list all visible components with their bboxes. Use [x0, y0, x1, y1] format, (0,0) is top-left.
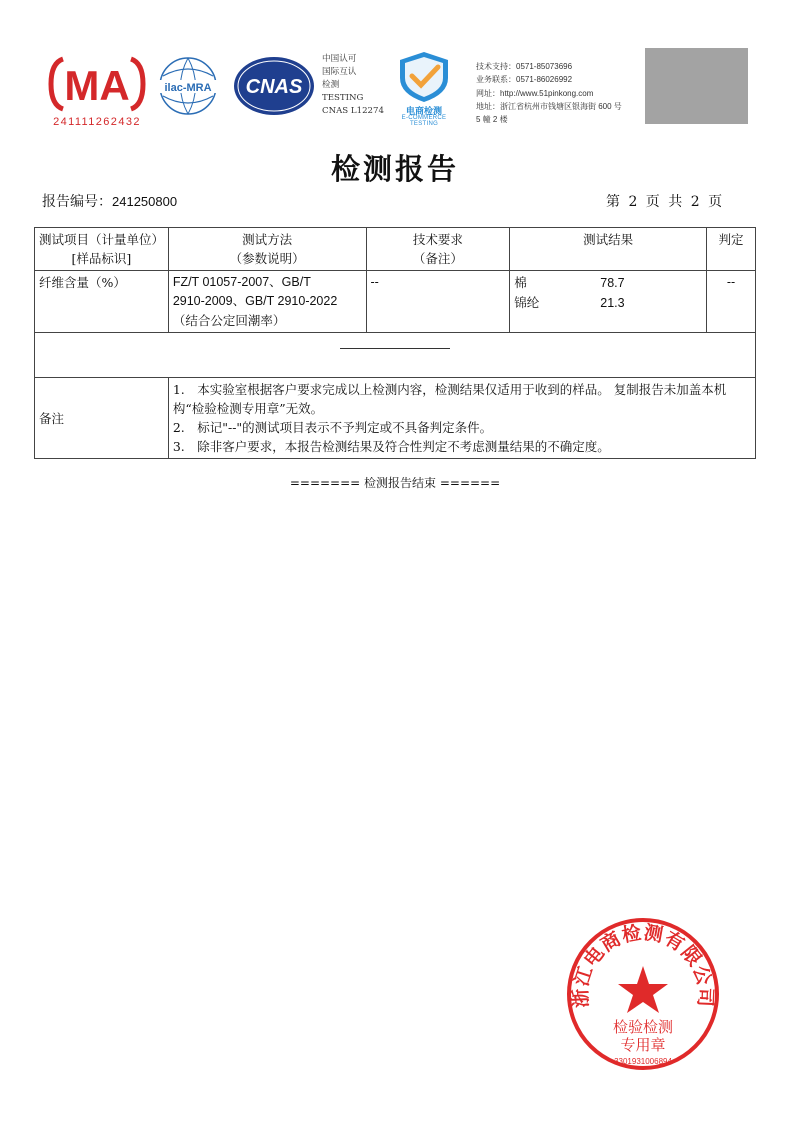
cma-logo — [47, 53, 147, 131]
ec-label-cn: 电商检测 — [405, 106, 442, 116]
cma-code: 241111262432 — [53, 116, 141, 128]
seal-ring-text: 浙江电商检测有限公司 — [569, 921, 717, 1009]
official-seal — [563, 914, 723, 1074]
cma-mark: MA — [64, 62, 130, 109]
header-requirement: 技术要求 （备注） — [366, 228, 510, 271]
contact-line: 技术支持：0571-85073696 — [476, 62, 573, 71]
notes-row — [35, 378, 756, 459]
header-test-method: 测试方法 （参数说明） — [168, 228, 366, 271]
report-end-marker: ======= 检测报告结束 ====== — [289, 476, 501, 490]
header-judgement: 判定 — [707, 228, 756, 271]
notes-content — [168, 378, 755, 459]
header-test-item: 测试项目（计量单位） [样品标识] — [35, 228, 169, 271]
report-number-label: 报告编号： — [42, 194, 112, 210]
page-number: 第 2 页 共 2 页 — [606, 194, 723, 210]
page-title: 检测报告 — [330, 152, 459, 186]
cell-item: 纤维含量（%） — [35, 271, 169, 333]
blurred-qr-code — [645, 48, 748, 124]
table-header-row — [35, 228, 756, 271]
cnas-logo — [232, 54, 316, 118]
contact-line: 地址：浙江省杭州市钱塘区银海街 600 号 — [476, 101, 622, 111]
ilac-mra-logo — [155, 54, 221, 118]
header-result: 测试结果 — [510, 228, 707, 271]
note-item: 3. 除非客户要求，本报告检测结果及符合性判定不考虑测量结果的不确定度。 — [172, 439, 610, 454]
contact-line: 5 幢 2 楼 — [476, 115, 508, 125]
notes-label: 备注 — [35, 378, 169, 459]
cell-method: FZ/T 01057-2007、GB/T 2910-2009、GB/T 2910-2022 （结合公定回潮率） — [168, 271, 366, 333]
ecommerce-testing-logo — [388, 50, 460, 127]
contact-line: 业务联系：0571-86026992 — [476, 75, 573, 85]
seal-center-text: 专用章 — [620, 1036, 666, 1054]
cell-requirement: -- — [366, 271, 510, 333]
cnas-text: CNAS — [245, 76, 303, 98]
table-row — [35, 271, 756, 333]
blank-row — [35, 333, 756, 378]
contact-info — [476, 60, 641, 126]
results-table — [34, 227, 756, 459]
cell-judgement: -- — [707, 271, 756, 333]
note-item: 2. 标记"--"的测试项目表示不予判定或不具备判定条件。 — [172, 420, 493, 435]
cnas-description: 中国认可 国际互认 检测 TESTING CNAS L12274 — [322, 54, 384, 116]
divider — [340, 348, 450, 349]
contact-line: 网址：http://www.51pinkong.com — [476, 88, 594, 98]
report-number-value: 241250800 — [112, 194, 178, 209]
cell-result: 棉 78.7 锦纶 21.3 — [510, 271, 707, 333]
seal-number: 3301931006894 — [614, 1057, 672, 1066]
report-number — [42, 191, 177, 211]
ilac-text: ilac-MRA — [164, 82, 212, 94]
seal-center-text: 检验检测 — [612, 1018, 674, 1036]
ec-label-en: E-COMMERCE TESTING — [401, 115, 447, 127]
note-item: 1. 本实验室根据客户要求完成以上检测内容，检测结果仅适用于收到的样品。 复制报告未加盖本机构“检验检测专用章”无效。 — [172, 382, 727, 416]
